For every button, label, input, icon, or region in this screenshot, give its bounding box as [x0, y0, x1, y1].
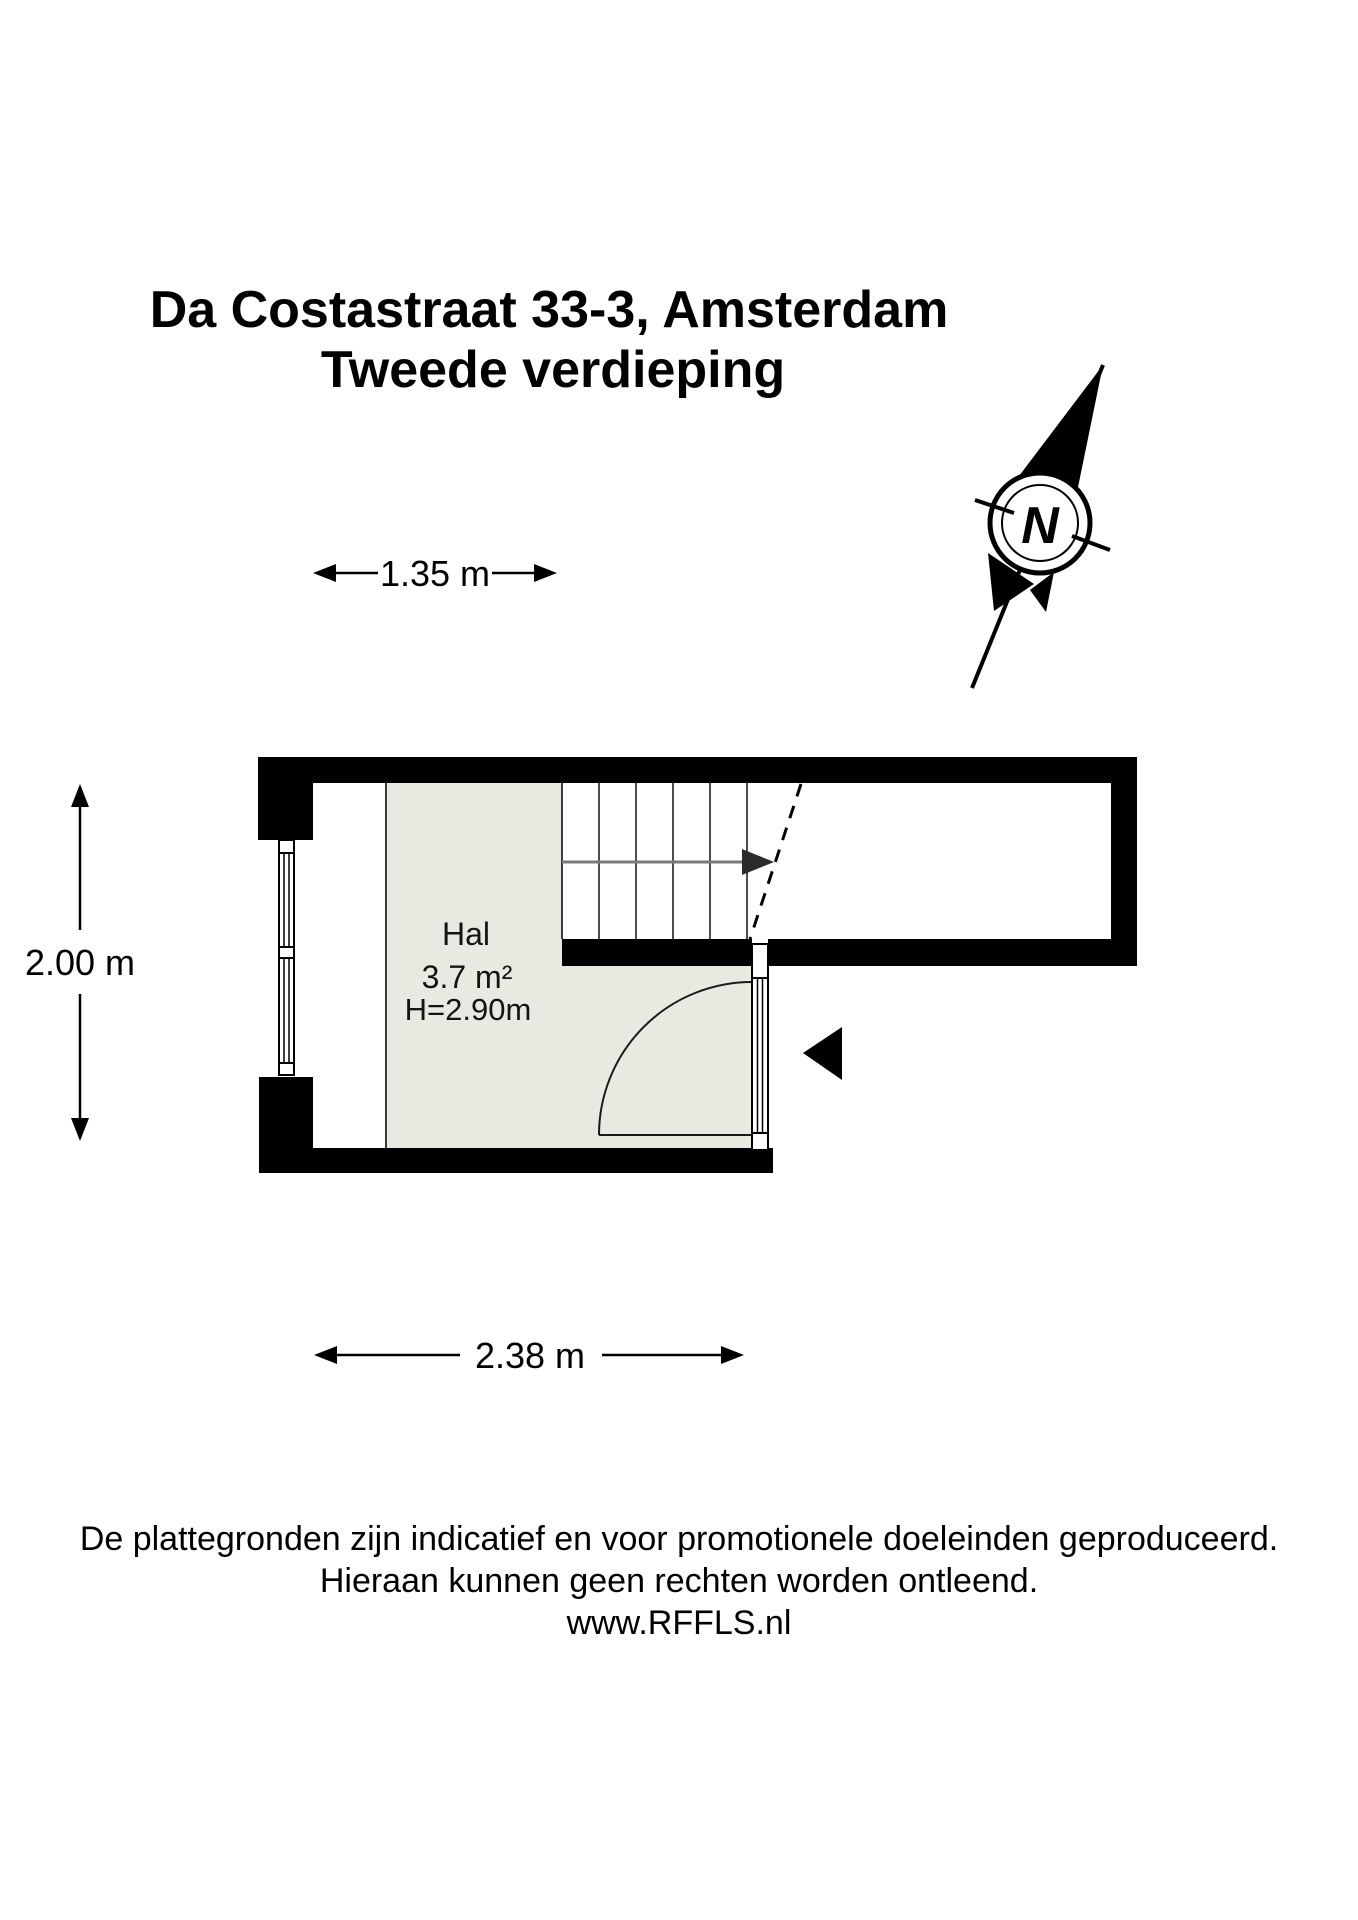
dim-arrowhead-right [721, 1346, 744, 1364]
wall-under-stairs-left [562, 939, 752, 966]
stair-direction-arrow-icon [742, 849, 774, 875]
wall-bottom [259, 1148, 773, 1173]
disclaimer [0, 1518, 1358, 1644]
disclaimer-website: www.RFFLS.nl [566, 1604, 792, 1642]
window-cap-top [279, 840, 294, 853]
room-height-label: H=2.90m [404, 992, 532, 1027]
disclaimer-line-1: De plattegronden zijn indicatief en voor promotionele doeleinden geproduceerd. [79, 1520, 1279, 1558]
dimension-label-left: 2.00 m [24, 942, 136, 983]
staircase [562, 783, 801, 939]
window-left [279, 840, 294, 1075]
window-cap-bottom [279, 1063, 294, 1075]
dimension-label-top: 1.35 m [379, 553, 491, 594]
dim-arrowhead-left [313, 564, 336, 582]
wall-top [258, 757, 1137, 783]
door-frame-cap-top [752, 944, 768, 978]
compass-south-wing-right [1030, 572, 1054, 612]
entrance-arrow-icon [803, 1027, 842, 1080]
page-title: Da Costastraat 33-3, Amsterdam [149, 281, 949, 339]
page-subtitle: Tweede verdieping [320, 341, 786, 399]
room-area-label: 3.7 m² [421, 959, 513, 995]
door-frame-cap-bottom [752, 1133, 768, 1150]
dim-arrowhead-left [314, 1346, 337, 1364]
wall-corner-top-left [258, 757, 313, 840]
room-fill-lower [562, 966, 752, 1148]
disclaimer-line-2: Hieraan kunnen geen rechten worden ontleend. [319, 1562, 1039, 1600]
dim-arrowhead-up [71, 784, 89, 807]
window-divider [279, 947, 294, 958]
dim-arrowhead-down [71, 1118, 89, 1141]
dim-arrowhead-right [534, 564, 557, 582]
dimension-label-bottom: 2.38 m [474, 1335, 586, 1376]
compass-north-label: N [1021, 497, 1059, 555]
room-name-label: Hal [441, 916, 491, 952]
compass-rose-icon [972, 365, 1110, 688]
wall-under-stairs-right [768, 939, 1137, 966]
wall-right [1111, 783, 1137, 966]
